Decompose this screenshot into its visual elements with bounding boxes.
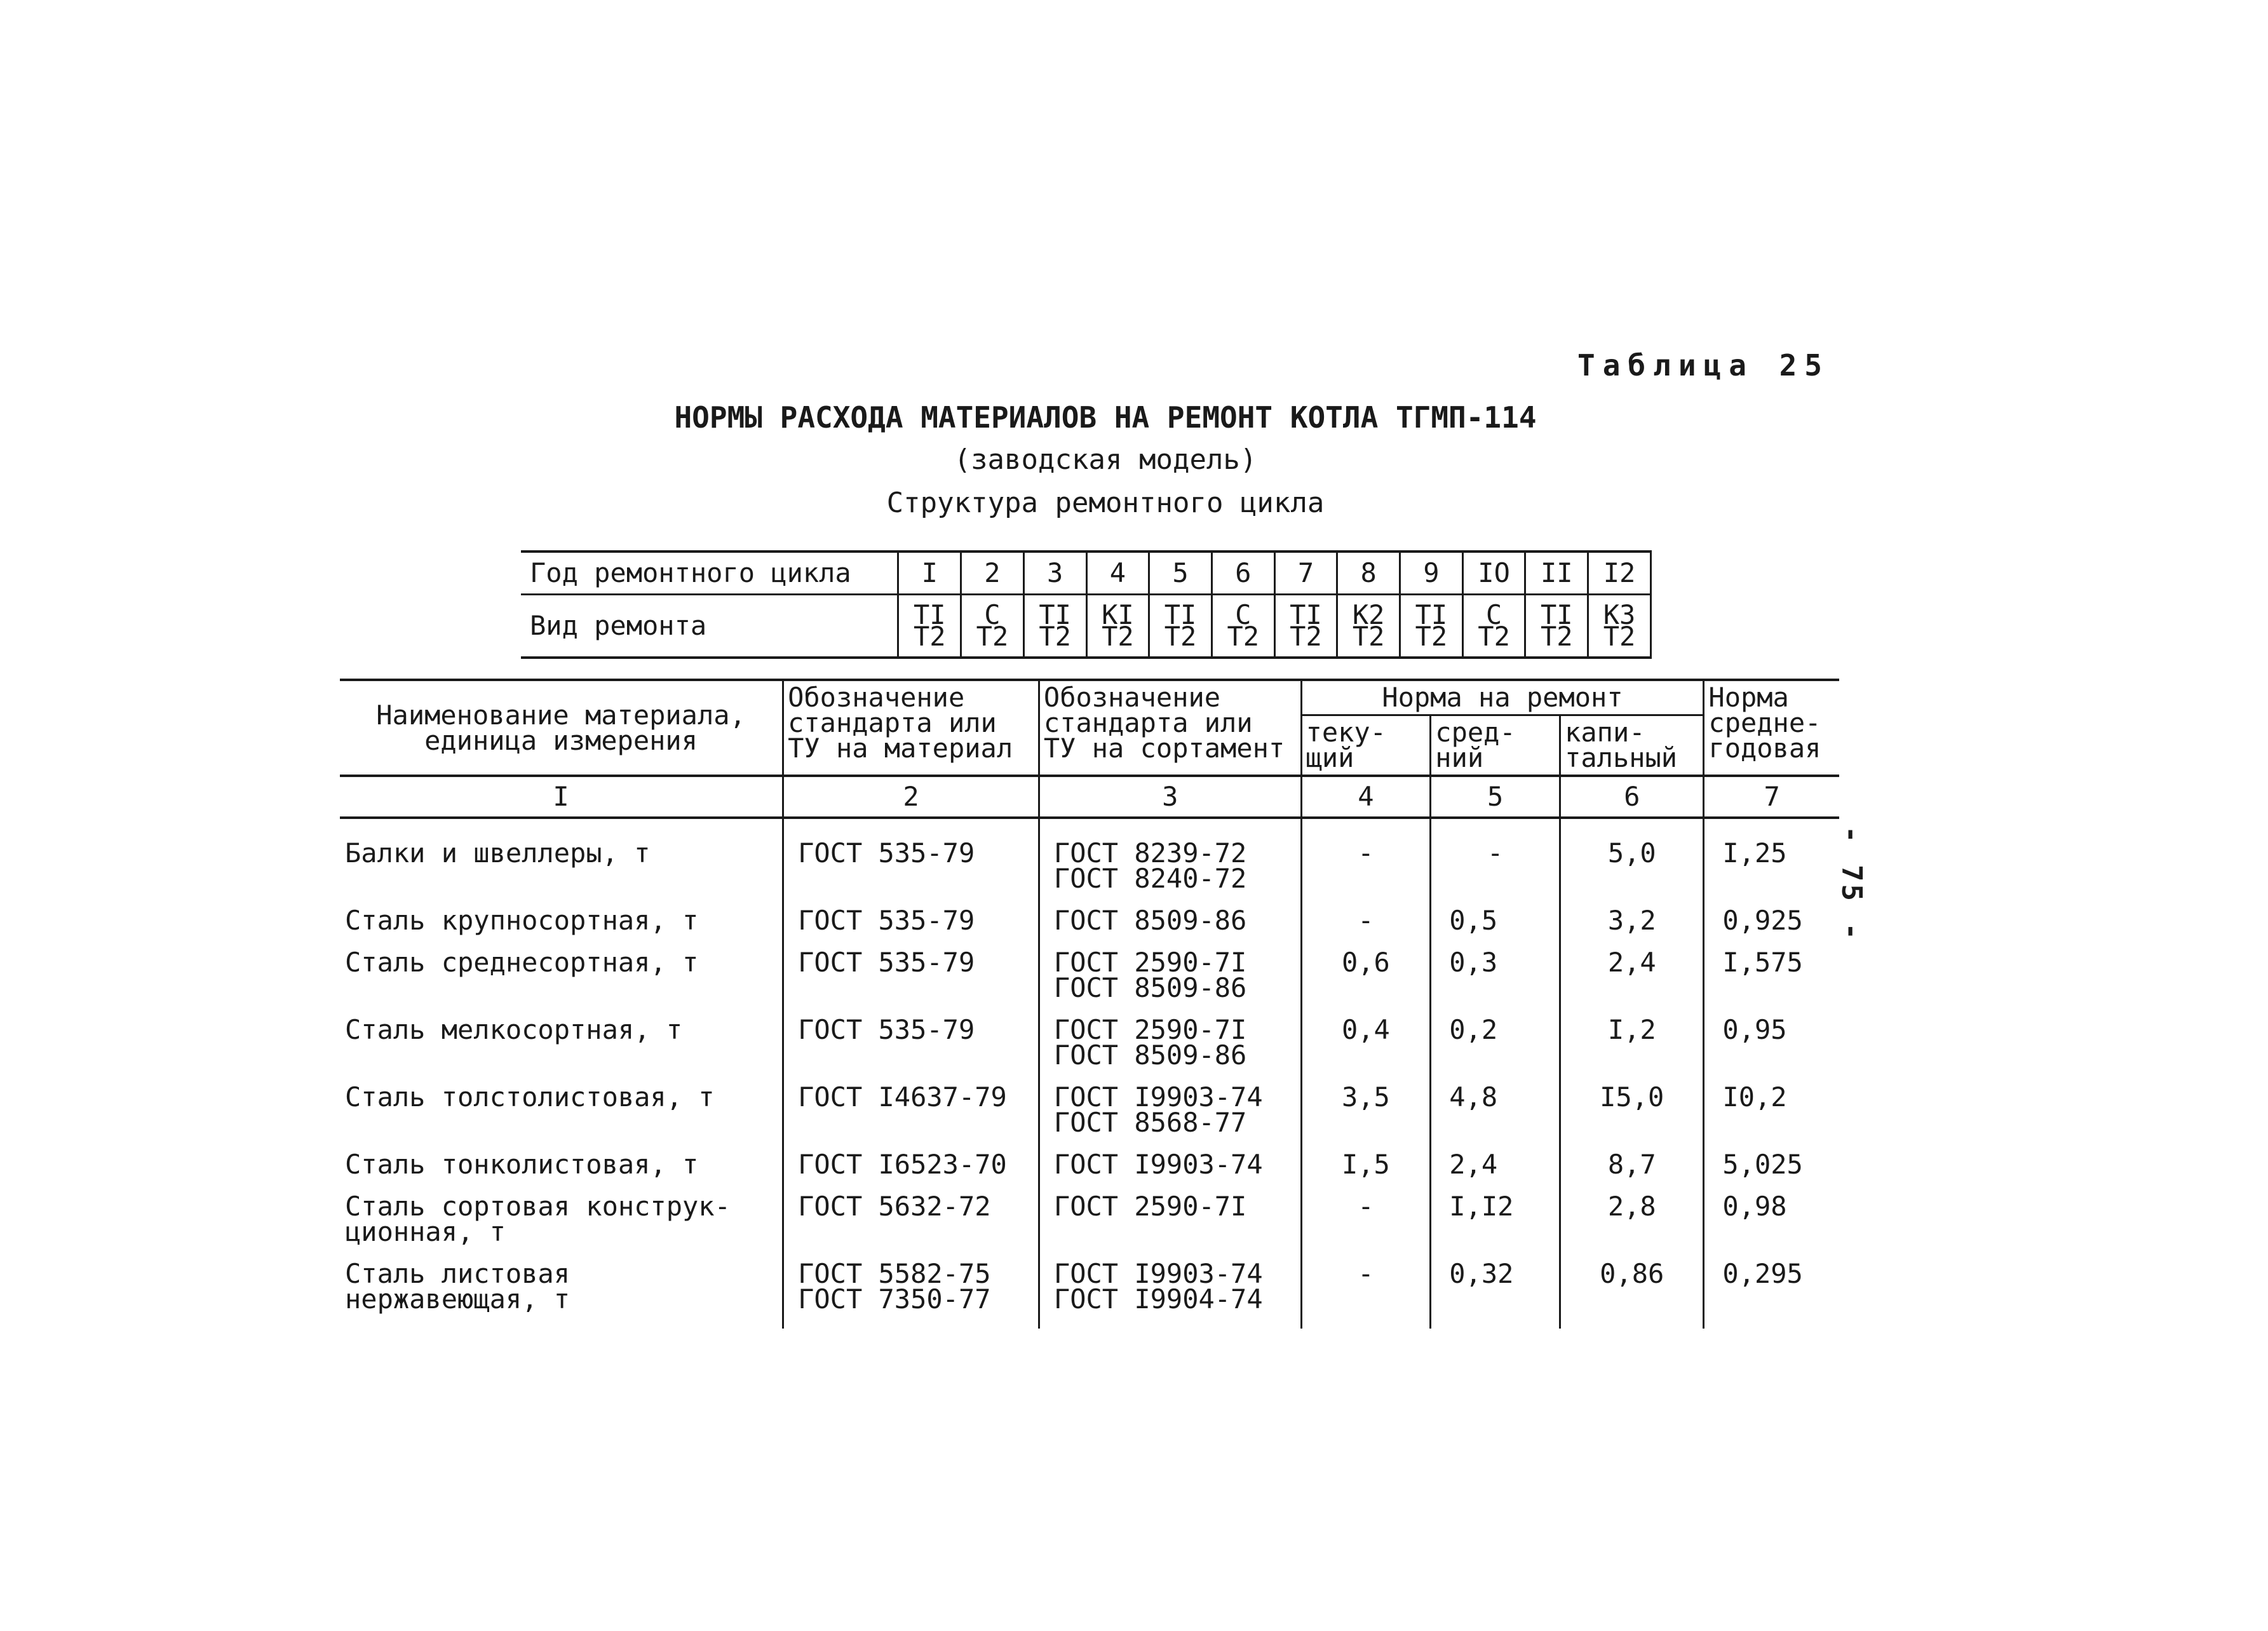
header-medium: сред- ний [1431,715,1560,776]
cycle-type-cell: C T2 [1462,595,1525,658]
material-name: Сталь толстолистовая, т [340,1085,783,1152]
gost-material: ГОСТ I6523-70 [783,1152,1039,1194]
norm-capital: I5,0 [1560,1085,1704,1152]
norm-annual: 0,925 [1704,908,1839,950]
norm-medium: 0,32 [1431,1261,1560,1329]
norm-annual: I0,2 [1704,1085,1839,1152]
column-number: I [340,776,783,818]
gost-material: ГОСТ 535-79 [783,1017,1039,1085]
norm-medium: 0,3 [1431,950,1560,1017]
cycle-type-cell: TI T2 [1023,595,1086,658]
cycle-type-cell: TI T2 [1400,595,1463,658]
table-row [340,818,1839,908]
cycle-year-cell: 9 [1400,552,1463,595]
gost-material: ГОСТ 5632-72 [783,1194,1039,1261]
cycle-year-cell: 3 [1023,552,1086,595]
material-name: Сталь сортовая конструк- ционная, т [340,1194,783,1261]
material-name: Сталь мелкосортная, т [340,1017,783,1085]
column-number-row [340,776,1839,818]
structure-title: Структура ремонтного цикла [886,487,1325,519]
norm-annual: I,25 [1704,818,1839,908]
table-row [340,1017,1839,1085]
cycle-type-cell: TI T2 [898,595,961,658]
cycle-type-cell: TI T2 [1149,595,1212,658]
table-row [340,908,1839,950]
gost-material: ГОСТ I4637-79 [783,1085,1039,1152]
norm-annual: I,575 [1704,950,1839,1017]
cycle-year-cell: I [898,552,961,595]
norm-medium: - [1431,818,1560,908]
norm-capital: I,2 [1560,1017,1704,1085]
norm-capital: 2,4 [1560,950,1704,1017]
norm-medium: 4,8 [1431,1085,1560,1152]
column-number: 6 [1560,776,1704,818]
norm-current: 0,4 [1301,1017,1431,1085]
header-material-name: Наименование материала, единица измерения [340,680,783,776]
norm-medium: 2,4 [1431,1152,1560,1194]
cycle-type-cell: K3 T2 [1588,595,1651,658]
cycle-type-label: Вид ремонта [521,595,898,658]
norm-annual: 0,98 [1704,1194,1839,1261]
column-number: 5 [1431,776,1560,818]
table-row [340,1152,1839,1194]
cycle-year-row [521,552,1651,595]
cycle-type-cell: C T2 [961,595,1024,658]
cycle-year-cell: I2 [1588,552,1651,595]
table-caption: Таблица 25 [1577,348,1830,382]
gost-material: ГОСТ 535-79 [783,908,1039,950]
cycle-year-cell: II [1525,552,1588,595]
document-title: НОРМЫ РАСХОДА МАТЕРИАЛОВ НА РЕМОНТ КОТЛА ТГМП-114 [674,400,1537,435]
norm-annual: 5,025 [1704,1152,1839,1194]
norm-current: 0,6 [1301,950,1431,1017]
gost-material: ГОСТ 5582-75 ГОСТ 7350-77 [783,1261,1039,1329]
cycle-year-cell: 7 [1274,552,1337,595]
header-standard-material: Обозначение стандарта или ТУ на материал [783,680,1039,776]
header-capital: капи- тальный [1560,715,1704,776]
norm-current: - [1301,908,1431,950]
gost-assortment: ГОСТ 2590-7I ГОСТ 8509-86 [1039,1017,1301,1085]
material-name: Сталь крупносортная, т [340,908,783,950]
material-name: Сталь тонколистовая, т [340,1152,783,1194]
cycle-year-cell: 2 [961,552,1024,595]
norm-capital: 5,0 [1560,818,1704,908]
gost-assortment: ГОСТ 2590-7I [1039,1194,1301,1261]
norm-current: - [1301,1261,1431,1329]
header-current: теку- щий [1301,715,1431,776]
norm-current: - [1301,818,1431,908]
cycle-type-row [521,595,1651,658]
norm-medium: 0,5 [1431,908,1560,950]
header-norm-repair: Норма на ремонт [1301,680,1704,715]
gost-assortment: ГОСТ I9903-74 [1039,1152,1301,1194]
cycle-year-label: Год ремонтного цикла [521,552,898,595]
norm-current: 3,5 [1301,1085,1431,1152]
cycle-type-cell: K2 T2 [1337,595,1400,658]
material-name: Балки и швеллеры, т [340,818,783,908]
norm-annual: 0,95 [1704,1017,1839,1085]
cycle-type-cell: TI T2 [1274,595,1337,658]
gost-assortment: ГОСТ 8509-86 [1039,908,1301,950]
cycle-year-cell: 8 [1337,552,1400,595]
column-number: 3 [1039,776,1301,818]
gost-assortment: ГОСТ 2590-7I ГОСТ 8509-86 [1039,950,1301,1017]
norm-capital: 8,7 [1560,1152,1704,1194]
column-number: 2 [783,776,1039,818]
material-name: Сталь среднесортная, т [340,950,783,1017]
cycle-year-cell: 6 [1212,552,1274,595]
norm-medium: I,I2 [1431,1194,1560,1261]
table-row [340,1261,1839,1329]
cycle-year-cell: 5 [1149,552,1212,595]
gost-material: ГОСТ 535-79 [783,818,1039,908]
page-number: - 75 - [1835,826,1868,942]
material-name: Сталь листовая нержавеющая, т [340,1261,783,1329]
materials-table [340,679,1839,1329]
cycle-year-cell: 4 [1086,552,1149,595]
table-row [340,950,1839,1017]
column-number: 7 [1704,776,1839,818]
norm-capital: 0,86 [1560,1261,1704,1329]
table-row [340,1085,1839,1152]
cycle-year-cell: IO [1462,552,1525,595]
norm-capital: 3,2 [1560,908,1704,950]
column-number: 4 [1301,776,1431,818]
norm-current: - [1301,1194,1431,1261]
gost-assortment: ГОСТ 8239-72 ГОСТ 8240-72 [1039,818,1301,908]
cycle-type-cell: KI T2 [1086,595,1149,658]
repair-cycle-table [521,550,1652,659]
header-norm-annual: Норма средне- годовая [1704,680,1839,776]
table-row [340,1194,1839,1261]
cycle-type-cell: C T2 [1212,595,1274,658]
norm-medium: 0,2 [1431,1017,1560,1085]
cycle-type-cell: TI T2 [1525,595,1588,658]
header-standard-assortment: Обозначение стандарта или ТУ на сортамент [1039,680,1301,776]
gost-assortment: ГОСТ I9903-74 ГОСТ I9904-74 [1039,1261,1301,1329]
norm-annual: 0,295 [1704,1261,1839,1329]
gost-material: ГОСТ 535-79 [783,950,1039,1017]
norm-current: I,5 [1301,1152,1431,1194]
norm-capital: 2,8 [1560,1194,1704,1261]
document-subtitle: (заводская модель) [954,443,1257,476]
gost-assortment: ГОСТ I9903-74 ГОСТ 8568-77 [1039,1085,1301,1152]
